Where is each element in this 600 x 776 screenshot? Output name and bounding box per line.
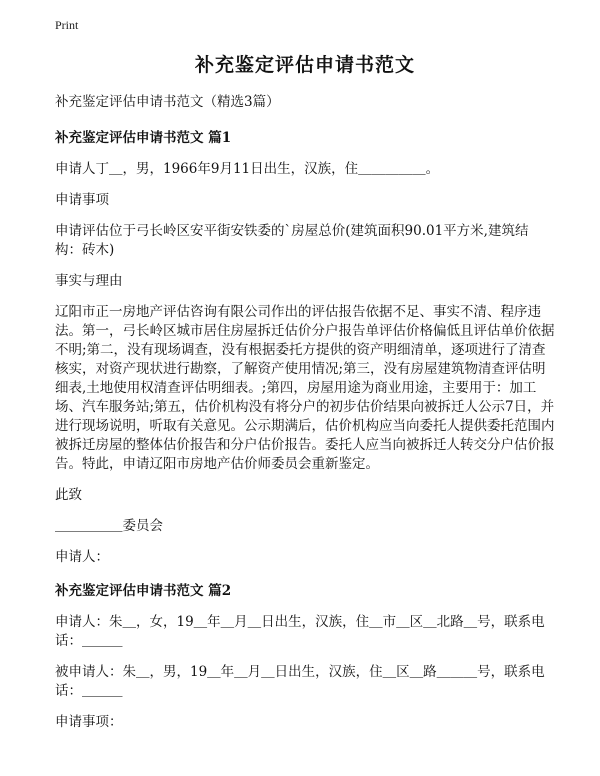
- section-1-applicant-sign: 申请人：: [55, 549, 109, 565]
- section-1-matters-text: 申请评估位于弓长岭区安平街安铁委的`房屋总价(建筑面积90.01平方米,建筑结构：砖木): [55, 223, 529, 258]
- section-2-respondent: 被申请人：朱＿，男，19＿年＿月＿日出生，汉族，住＿区＿路＿＿＿号，联系电话：＿＿＿: [55, 664, 545, 699]
- section-1-heading: 补充鉴定评估申请书范文 篇1: [55, 130, 232, 146]
- section-1-matters-label: 申请事项: [55, 192, 109, 208]
- section-1-reasons-text: 辽阳市正一房地产评估咨询有限公司作出的评估报告依据不足、事实不清、程序违法。第一，弓长岭区城市居住房屋拆迁估价分户报告单评估价格偏低且评估单价依据不明;第二，没有现场调查，没有根据委托方提供的资产明细清单，逐项进行了清查核实，对资产现状进行勘察，了解资产使用情况;第三，没有房屋建筑物清查评估明细表,土地使用权清查评估明细表。;第四，房屋用途为商业用途，主要用于：加工场、汽车服务站;第五，估价机构没有将分户的初步估价结果向被拆迁人公示7日，并进行现场说明，听取有关意见。公示期满后，估价机构应当向委托人提供委托范围内被拆迁房屋的整体估价报告和分户估价报告。委托人应当向被拆迁人转交分户估价报告。特此，申请辽阳市房地产估价师委员会重新鉴定。: [55, 304, 555, 472]
- page-title: 补充鉴定评估申请书范文: [194, 54, 415, 76]
- section-2-matters-label: 申请事项：: [55, 714, 123, 730]
- section-2-applicant: 申请人：朱＿，女，19＿年＿月＿日出生，汉族，住＿市＿区＿北路＿号，联系电话：＿＿＿: [55, 614, 545, 649]
- document-subtitle: 补充鉴定评估申请书范文（精选3篇）: [55, 94, 280, 110]
- section-1-committee: ＿＿＿＿＿委员会: [55, 518, 163, 534]
- section-1-reasons-label: 事实与理由: [55, 273, 123, 289]
- document-body: [55, 50, 555, 744]
- section-1-salutation: 此致: [55, 487, 82, 503]
- section-2-heading: 补充鉴定评估申请书范文 篇2: [55, 583, 232, 599]
- print-link[interactable]: Print: [55, 18, 79, 32]
- section-1-applicant-line: 申请人丁＿，男，1966年9月11日出生，汉族，住＿＿＿＿＿。: [55, 161, 440, 177]
